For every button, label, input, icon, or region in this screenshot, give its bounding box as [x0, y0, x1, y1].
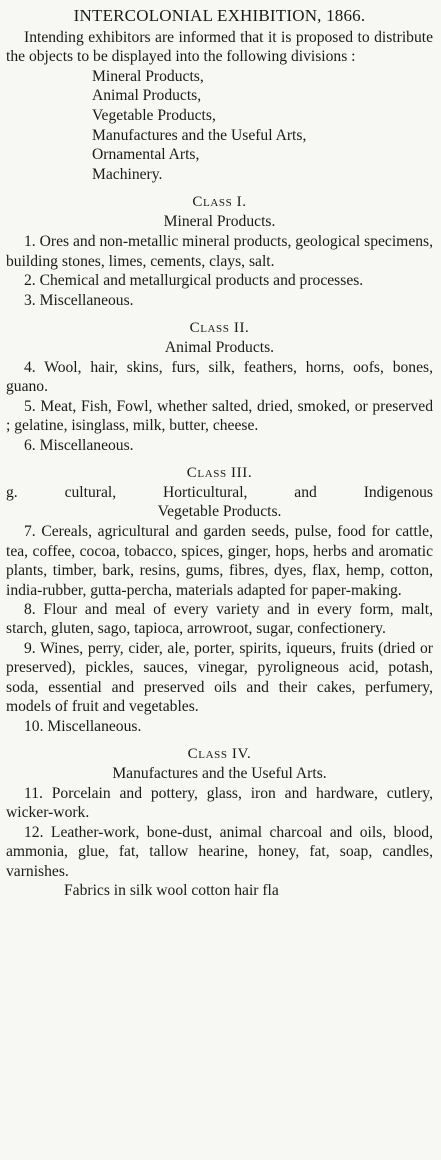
division-item: Machinery. — [92, 165, 163, 183]
class-item: 8. Flour and meal of every variety and in every form, malt, starch, gluten, sago, tapioca, arrowroot, sugar, confectionery. — [6, 601, 433, 638]
class-item: 5. Meat, Fish, Fowl, whether salted, dried, smoked, or preserved ; gelatine, isinglass, milk, butter, cheese. — [6, 397, 433, 435]
class-item: 7. Cereals, agricultural and garden seeds, pulse, food for cattle, tea, coffee, cocoa, tobacco, spices, ginger, hops, herbs and aromatic plants, timber, bark, resins, gums, fibres, dyes, flax, hemp, cotton, india-rubber, gutta-percha, materials adapted for paper-making. — [6, 523, 433, 599]
division-item: Mineral Products, — [92, 67, 204, 85]
division-item: Animal Products, — [92, 87, 202, 105]
class-heading: Class II. — [189, 320, 250, 336]
page-title: INTERCOLONIAL EXHIBITION, 1866. — [73, 6, 366, 25]
class-item: 6. Miscellaneous. — [24, 436, 134, 454]
class-item: 11. Porcelain and pottery, glass, iron and hardware, cutlery, wicker-work. — [6, 784, 433, 822]
class-item: 4. Wool, hair, skins, furs, silk, feathers, horns, oofs, bones, guano. — [6, 359, 433, 396]
division-item: Vegetable Products, — [92, 107, 216, 124]
class-subheading: Mineral Products. — [163, 213, 276, 231]
class-item: 3. Miscellaneous. — [24, 291, 134, 309]
class-heading: Class IV. — [187, 745, 252, 762]
divisions-list — [92, 67, 433, 185]
class-subheading-line: g. cultural, Horticultural, and Indigenous — [6, 484, 433, 502]
class-item: Fabrics in silk wool cotton hair fla — [64, 881, 279, 899]
class-item: 12. Leather-work, bone-dust, animal charcoal and oils, blood, ammonia, glue, fat, tallow hearine, honey, fat, soap, candles, varnishes. — [6, 823, 433, 880]
intro-paragraph: Intending exhibitors are informed that it is proposed to distribute the objects to be displayed into the following divisions : — [6, 29, 433, 66]
class-item: 9. Wines, perry, cider, ale, porter, spirits, iqueurs, fruits (dried or preserved), pickles, sauces, vinegar, pyroligneous acid, potash, soda, essential and preserved oils and their cakes, perfumery, models of fruit and vegetables. — [6, 639, 433, 716]
class-heading: Class III. — [186, 465, 253, 482]
division-item: Manufactures and the Useful Arts, — [92, 126, 307, 144]
class-heading: Class I. — [192, 194, 247, 211]
class-item: 2. Chemical and metallurgical products and processes. — [24, 272, 364, 290]
class-subheading: Manufactures and the Useful Arts. — [112, 764, 327, 782]
class-subheading-line: Vegetable Products. — [157, 503, 282, 521]
class-subheading: Animal Products. — [164, 339, 275, 356]
class-item: 10. Miscellaneous. — [24, 717, 142, 735]
division-item: Ornamental Arts, — [92, 146, 200, 164]
class-item: 1. Ores and non-metallic mineral products, geological specimens, building stones, limes, cements, clays, salt. — [6, 233, 433, 270]
